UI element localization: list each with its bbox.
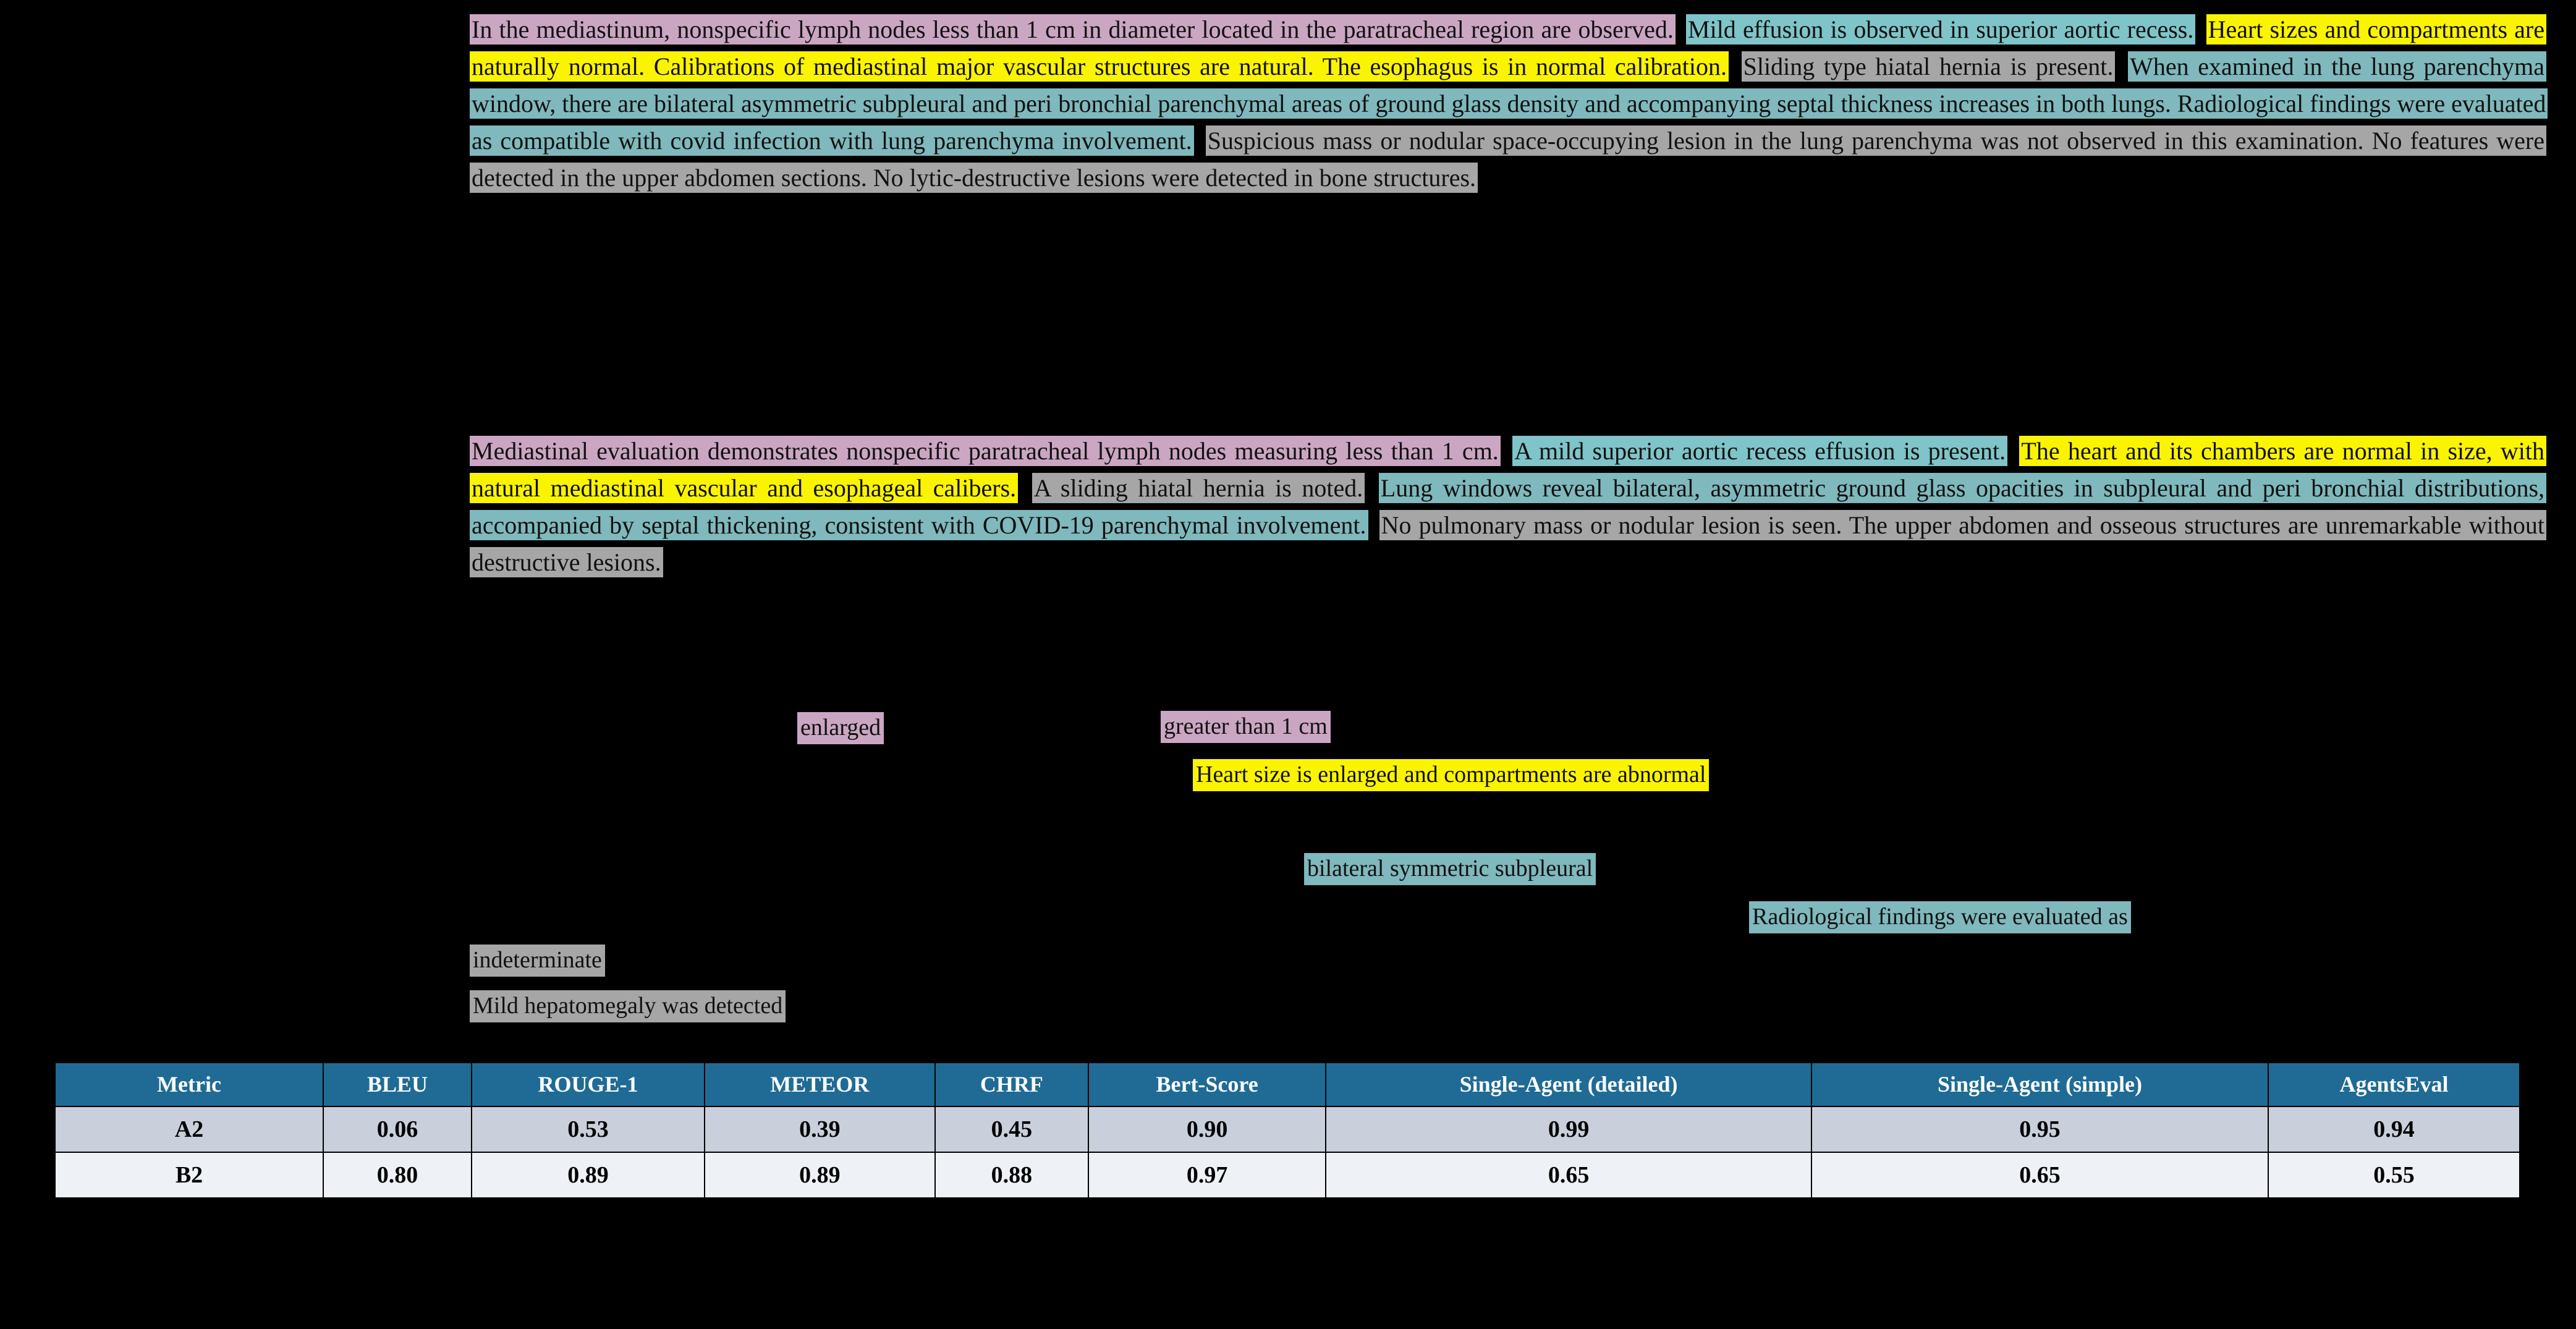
- report-paragraph-generated: [470, 433, 2546, 581]
- table-column-header: Single-Agent (detailed): [1326, 1063, 1811, 1106]
- table-row-label: B2: [55, 1152, 323, 1198]
- report-segment: [2195, 14, 2206, 45]
- report-segment: [1676, 14, 1686, 45]
- table-cell-value: 0.97: [1088, 1152, 1326, 1198]
- report-segment: Lung windows reveal bilateral, asymmetric ground glass opacities in subpleural and peri bronchial distributions, accompanied by septal thickening, consistent with COVID-19 parenchymal involvement.: [470, 473, 2546, 540]
- table-column-header: Bert-Score: [1088, 1063, 1326, 1106]
- report-segment: [1018, 473, 1032, 503]
- report-segment: A sliding hiatal hernia is noted.: [1032, 473, 1365, 503]
- table-header: [55, 1063, 2520, 1106]
- table-column-header: CHRF: [935, 1063, 1088, 1106]
- report-paragraph-original: [470, 11, 2546, 197]
- report-segment: Suspicious mass or nodular space-occupying lesion in the lung parenchyma was not observed in this examination. No features were detected in the upper abdomen sections. No lytic-destructive lesions were detected in bone structures.: [470, 125, 2546, 193]
- annotation-snippet-heart-size: Heart size is enlarged and compartments are abnormal: [1193, 759, 1709, 791]
- table-cell-value: 0.06: [323, 1106, 472, 1152]
- table-cell-value: 0.95: [1811, 1106, 2268, 1152]
- report-segment: The heart and its chambers are normal in size, with natural mediastinal vascular and esophageal calibers.: [470, 436, 2546, 503]
- table-cell-value: 0.94: [2268, 1106, 2520, 1152]
- table-cell-value: 0.55: [2268, 1152, 2520, 1198]
- report-segment: Mediastinal evaluation demonstrates nonspecific paratracheal lymph nodes measuring less than 1 cm.: [470, 436, 1501, 466]
- metrics-results-table: [54, 1062, 2520, 1199]
- report-segment: No pulmonary mass or nodular lesion is seen. The upper abdomen and osseous structures are unremarkable without destructive lesions.: [470, 510, 2546, 577]
- table-cell-value: 0.53: [472, 1106, 705, 1152]
- table-cell-value: 0.90: [1088, 1106, 1326, 1152]
- table-column-header: Single-Agent (simple): [1811, 1063, 2268, 1106]
- report-segment: [1365, 473, 1379, 503]
- report-segment: [2007, 436, 2019, 466]
- report-segment: [1501, 436, 1512, 466]
- table-header-row: [55, 1063, 2520, 1106]
- table-cell-value: 0.39: [705, 1106, 935, 1152]
- report-segment: Sliding type hiatal hernia is present.: [1742, 51, 2116, 82]
- report-segment: [1194, 125, 1206, 156]
- report-segment: Heart sizes and compartments are naturally normal. Calibrations of mediastinal major vascular structures are natural. The esophagus is in normal calibration.: [470, 14, 2546, 82]
- table-row: [55, 1152, 2520, 1198]
- table-cell-value: 0.45: [935, 1106, 1088, 1152]
- report-segment: [2115, 51, 2128, 82]
- table-column-header: ROUGE-1: [472, 1063, 705, 1106]
- report-segment: In the mediastinum, nonspecific lymph nodes less than 1 cm in diameter located in the paratracheal region are observed.: [470, 14, 1676, 45]
- annotation-snippet-radiological-findings: Radiological findings were evaluated as: [1749, 901, 2131, 933]
- table-row: [55, 1106, 2520, 1152]
- annotation-snippet-indeterminate: indeterminate: [470, 945, 605, 977]
- annotation-snippet-bilateral-symmetric: bilateral symmetric subpleural: [1304, 853, 1596, 885]
- table-cell-value: 0.89: [472, 1152, 705, 1198]
- table-cell-value: 0.80: [323, 1152, 472, 1198]
- table-cell-value: 0.89: [705, 1152, 935, 1198]
- table-cell-value: 0.88: [935, 1152, 1088, 1198]
- report-segment: When examined in the lung parenchyma window, there are bilateral asymmetric subpleural and peri bronchial parenchymal areas of ground glass density and accompanying septal thickness increases in both lungs. Radiological findings were evaluated as compatible with covid infection with lung parenchyma involvement.: [470, 51, 2548, 156]
- table-cell-value: 0.65: [1326, 1152, 1811, 1198]
- table-column-header: METEOR: [705, 1063, 935, 1106]
- annotation-snippet-enlarged: enlarged: [797, 712, 884, 744]
- table-column-header: AgentsEval: [2268, 1063, 2520, 1106]
- report-segment: A mild superior aortic recess effusion is present.: [1512, 436, 2007, 466]
- table-row-label: A2: [55, 1106, 323, 1152]
- table-column-header: BLEU: [323, 1063, 472, 1106]
- table-cell-value: 0.65: [1811, 1152, 2268, 1198]
- table-body: [55, 1106, 2520, 1198]
- table-column-header: Metric: [55, 1063, 323, 1106]
- annotation-snippet-hepatomegaly: Mild hepatomegaly was detected: [470, 990, 786, 1022]
- report-segment: Mild effusion is observed in superior aortic recess.: [1686, 14, 2195, 45]
- report-segment: [1729, 51, 1742, 82]
- annotation-snippet-greater-than-1cm: greater than 1 cm: [1161, 711, 1331, 743]
- report-segment: [1368, 510, 1379, 540]
- table-cell-value: 0.99: [1326, 1106, 1811, 1152]
